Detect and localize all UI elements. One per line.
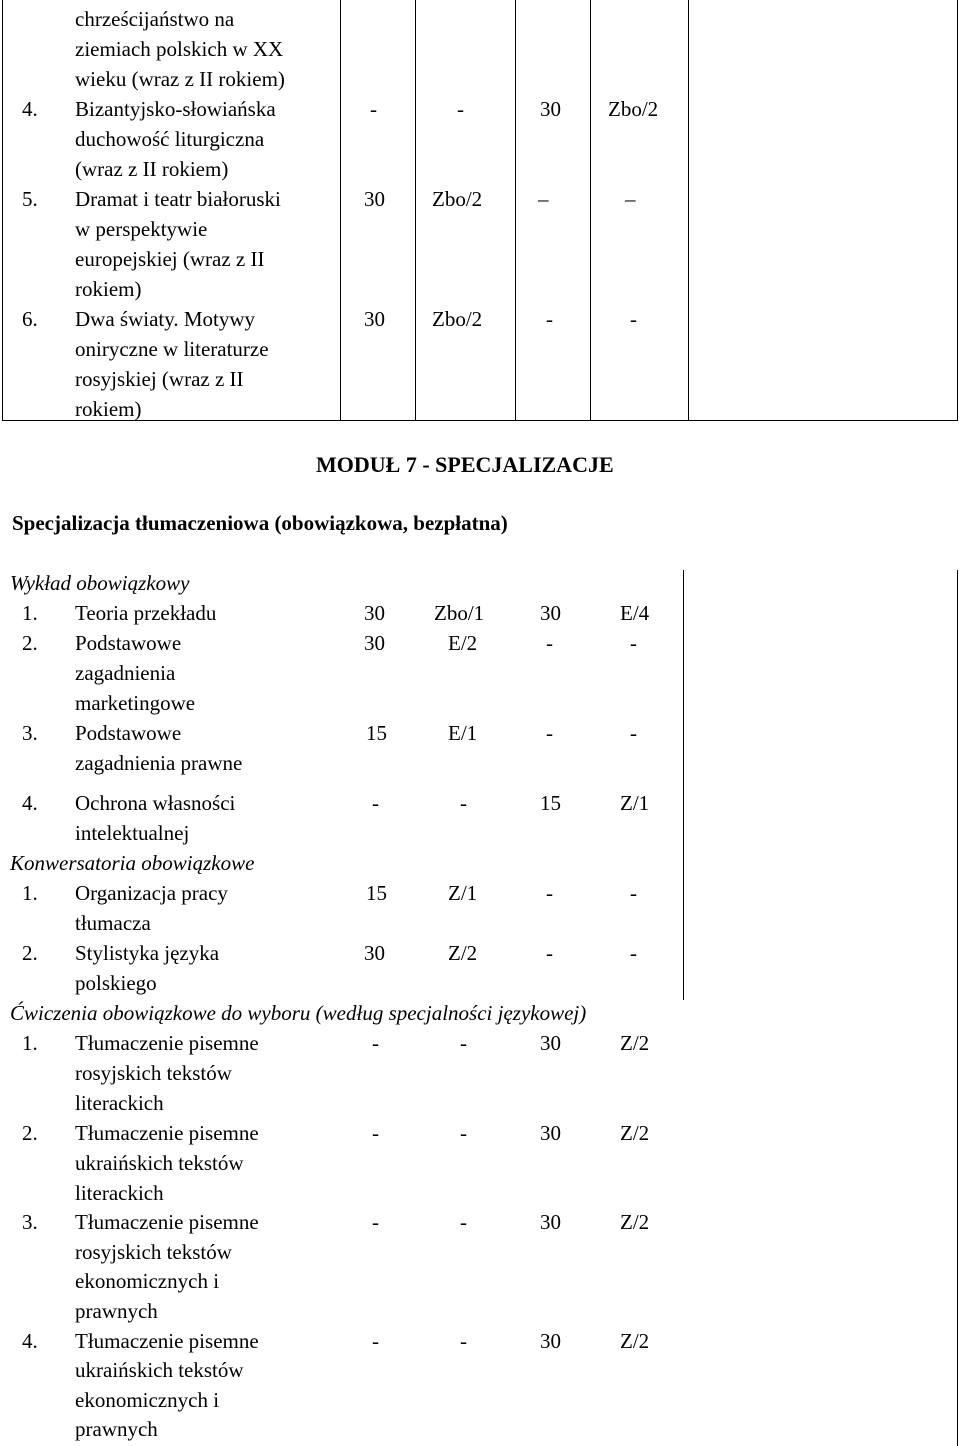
course-name-line: rokiem) — [75, 277, 142, 301]
dash-cell: – — [625, 187, 636, 211]
course-name-line: Tłumaczenie pisemne — [75, 1031, 259, 1055]
dash-cell: - — [546, 631, 553, 655]
course-name-line: rosyjskich tekstów — [75, 1240, 232, 1264]
module-title: MODUŁ 7 - SPECJALIZACJE — [316, 452, 614, 477]
row-number: 4. — [22, 1329, 38, 1353]
course-name-line: marketingowe — [75, 691, 196, 715]
course-name-line: wieku (wraz z II rokiem) — [75, 67, 285, 91]
table-border — [683, 570, 684, 1000]
row-number: 1. — [22, 1031, 38, 1055]
table-border — [340, 0, 341, 420]
table-border — [415, 0, 416, 420]
course-name-line: literackich — [75, 1181, 164, 1205]
section-title: Konwersatoria obowiązkowe — [10, 851, 255, 875]
dash-cell: - — [630, 631, 637, 655]
course-name-line: rosyjskiej (wraz z II — [75, 367, 244, 391]
table-border — [957, 0, 958, 420]
dash-cell: - — [372, 1329, 379, 1353]
course-name-line: ekonomicznych i — [75, 1269, 220, 1293]
hours-cell: 30 — [540, 1031, 561, 1055]
form-cell: Z/1 — [448, 881, 478, 905]
form-cell: E/2 — [448, 631, 478, 655]
course-name-line: polskiego — [75, 971, 157, 995]
form-cell: Zbo/2 — [432, 307, 483, 331]
dash-cell: - — [460, 1329, 467, 1353]
course-name-line: (wraz z II rokiem) — [75, 157, 229, 181]
dash-cell: - — [460, 1031, 467, 1055]
hours-cell: 30 — [540, 1210, 561, 1234]
course-name-line: Stylistyka języka — [75, 941, 220, 965]
dash-cell: - — [546, 721, 553, 745]
course-name-line: zagadnienia prawne — [75, 751, 243, 775]
table-border — [2, 420, 958, 421]
course-name-line: Tłumaczenie pisemne — [75, 1121, 259, 1145]
row-number: 2. — [22, 631, 38, 655]
course-name-line: prawnych — [75, 1299, 158, 1323]
course-name-line: intelektualnej — [75, 821, 190, 845]
table-border — [2, 0, 3, 420]
course-name-line: Bizantyjsko-słowiańska — [75, 97, 276, 121]
hours-cell: 30 — [540, 601, 561, 625]
form-cell: Z/2 — [620, 1210, 650, 1234]
form-cell: Z/2 — [620, 1121, 650, 1145]
hours-cell: - — [370, 97, 377, 121]
hours-cell: 30 — [364, 941, 385, 965]
course-name-line: zagadnienia — [75, 661, 176, 685]
dash-cell: - — [546, 941, 553, 965]
course-name-line: rokiem) — [75, 397, 142, 421]
form-cell: Zbo/2 — [608, 97, 659, 121]
hours-cell: 30 — [364, 631, 385, 655]
dash-cell: - — [630, 721, 637, 745]
course-name-line: Podstawowe — [75, 721, 182, 745]
form-cell: E/1 — [448, 721, 478, 745]
course-name-line: tłumacza — [75, 911, 151, 935]
form-cell: E/4 — [620, 601, 650, 625]
course-name-line: literackich — [75, 1091, 164, 1115]
hours-cell: 15 — [366, 721, 387, 745]
course-name-line: rosyjskich tekstów — [75, 1061, 232, 1085]
dash-cell: - — [372, 791, 379, 815]
course-name-line: ziemiach polskich w XX — [75, 37, 284, 61]
form-cell: Z/2 — [620, 1329, 650, 1353]
hours-cell: 30 — [364, 187, 385, 211]
course-name-line: Tłumaczenie pisemne — [75, 1210, 259, 1234]
course-name-line: Tłumaczenie pisemne — [75, 1329, 259, 1353]
form-cell: Zbo/2 — [432, 187, 483, 211]
course-name-line: prawnych — [75, 1417, 158, 1441]
course-name-line: Organizacja pracy — [75, 881, 228, 905]
course-name-line: ekonomicznych i — [75, 1388, 220, 1412]
course-name-line: oniryczne w literaturze — [75, 337, 269, 361]
course-name-line: Teoria przekładu — [75, 601, 217, 625]
dash-cell: - — [460, 1121, 467, 1145]
table-border — [688, 0, 689, 420]
row-number: 1. — [22, 601, 38, 625]
row-number: 1. — [22, 881, 38, 905]
dash-cell: - — [372, 1031, 379, 1055]
hours-cell: 30 — [364, 307, 385, 331]
course-name-line: Ochrona własności — [75, 791, 236, 815]
dash-cell: - — [546, 881, 553, 905]
section-title: Wykład obowiązkowy — [10, 571, 190, 595]
course-name-line: Dwa światy. Motywy — [75, 307, 256, 331]
form-cell: - — [457, 97, 464, 121]
dash-cell: - — [460, 1210, 467, 1234]
dash-cell: - — [372, 1210, 379, 1234]
row-number: 6. — [22, 307, 38, 331]
row-number: 3. — [22, 721, 38, 745]
row-number: 2. — [22, 1121, 38, 1145]
course-name-line: europejskiej (wraz z II — [75, 247, 265, 271]
dash-cell: - — [372, 1121, 379, 1145]
form-cell: Z/1 — [620, 791, 650, 815]
row-number: 4. — [22, 791, 38, 815]
course-name-line: Podstawowe — [75, 631, 182, 655]
hours-cell: 15 — [366, 881, 387, 905]
row-number: 3. — [22, 1210, 38, 1234]
table-border — [515, 0, 516, 420]
course-name-line: chrześcijaństwo na — [75, 7, 235, 31]
course-name-line: duchowość liturgiczna — [75, 127, 265, 151]
dash-cell: - — [630, 881, 637, 905]
form-cell: Zbo/1 — [434, 601, 485, 625]
row-number: 5. — [22, 187, 38, 211]
dash-cell: – — [538, 187, 549, 211]
hours-cell: 15 — [540, 791, 561, 815]
dash-cell: - — [630, 941, 637, 965]
form-cell: Z/2 — [620, 1031, 650, 1055]
dash-cell: - — [630, 307, 637, 331]
hours-cell: 30 — [364, 601, 385, 625]
dash-cell: - — [460, 791, 467, 815]
form-cell: Z/2 — [448, 941, 478, 965]
course-name-line: w perspektywie — [75, 217, 208, 241]
hours-cell: 30 — [540, 97, 561, 121]
section-title: Ćwiczenia obowiązkowe do wyboru (według specjalności językowej) — [10, 1001, 587, 1025]
course-name-line: ukraińskich tekstów — [75, 1358, 244, 1382]
row-number: 4. — [22, 97, 38, 121]
hours-cell: 30 — [540, 1329, 561, 1353]
course-name-line: ukraińskich tekstów — [75, 1151, 244, 1175]
course-name-line: Dramat i teatr białoruski — [75, 187, 281, 211]
row-number: 2. — [22, 941, 38, 965]
hours-cell: 30 — [540, 1121, 561, 1145]
table-border — [957, 570, 958, 1446]
dash-cell: - — [546, 307, 553, 331]
table-border — [590, 0, 591, 420]
specialization-title: Specjalizacja tłumaczeniowa (obowiązkowa, bezpłatna) — [12, 511, 508, 535]
